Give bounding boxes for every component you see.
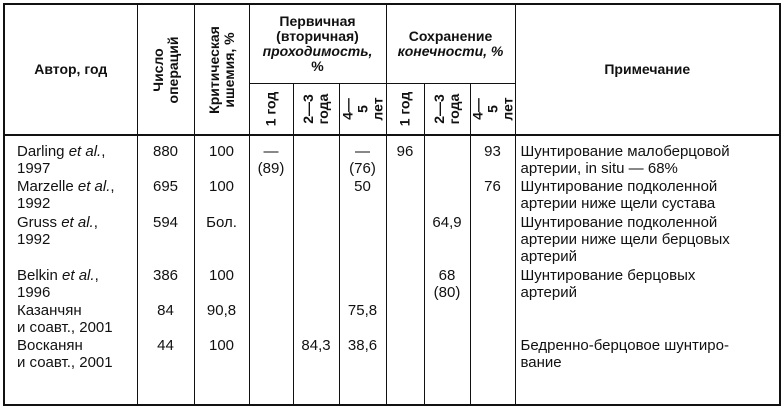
cell-salvage-1-year: 96 [386, 135, 424, 178]
cell-patency-2-3-years [293, 214, 339, 267]
cell-salvage-4-5-years: 93 [470, 135, 515, 178]
cell-salvage-2-3-years: 64,9 [424, 214, 470, 267]
cell-operations: 386 [137, 267, 194, 302]
cell-note: Бедренно-берцовое шунтиро- вание [515, 337, 780, 405]
cell-author-name: Gruss et al., 1992 [17, 214, 98, 248]
header-salvage-1-year-text: 1 год [396, 91, 413, 127]
cell-ischemia: 100 [194, 337, 249, 405]
cell-note: Шунтирование подколенной артерии ниже щели берцовых артерий [515, 214, 780, 267]
cell-salvage-4-5-years [470, 337, 515, 405]
header-patency-line2: (вторичная) [276, 27, 359, 44]
header-ischemia [194, 4, 249, 135]
table-row [4, 302, 780, 337]
cell-ischemia: 90,8 [194, 302, 249, 337]
header-patency-4-5-years [339, 83, 386, 135]
cell-patency-4-5-years [339, 267, 386, 302]
cell-author [4, 214, 137, 267]
cell-salvage-2-3-years [424, 135, 470, 178]
cell-salvage-4-5-years [470, 302, 515, 337]
cell-author: Marzelle et al., 1992 [4, 178, 137, 214]
header-patency-line1: Первичная [279, 12, 356, 29]
header-salvage-2-3-years-text: 2—3 года [431, 93, 462, 125]
cell-salvage-2-3-years [424, 178, 470, 214]
table-row [4, 214, 780, 267]
header-patency-line3: проходимость, [262, 42, 373, 59]
cell-salvage-4-5-years [470, 214, 515, 267]
table-row [4, 135, 780, 178]
cell-patency-2-3-years [293, 178, 339, 214]
cell-operations: 44 [137, 337, 194, 405]
cell-patency-1-year [249, 267, 293, 302]
cell-author: Darling et al., 1997 [4, 135, 137, 178]
cell-patency-1-year [249, 178, 293, 214]
header-salvage-line2: конечности, % [397, 42, 504, 59]
header-patency-1-year [249, 83, 293, 135]
header-salvage-4-5-years [470, 83, 515, 135]
header-operations-text: Число операций [149, 36, 181, 103]
cell-patency-2-3-years [293, 135, 339, 178]
table-row [4, 267, 780, 302]
header-patency-2-3-years-text: 2—3 года [300, 93, 331, 125]
header-salvage-line1: Сохранение [408, 27, 493, 44]
cell-operations: 84 [137, 302, 194, 337]
header-salvage-1-year [386, 83, 424, 135]
table-row [4, 178, 780, 214]
cell-operations: 594 [137, 214, 194, 267]
cell-salvage-1-year [386, 337, 424, 405]
cell-patency-4-5-years: — (76) [339, 135, 386, 178]
cell-patency-2-3-years [293, 302, 339, 337]
cell-ischemia: 100 [194, 135, 249, 178]
cell-operations: 880 [137, 135, 194, 178]
cell-note: Шунтирование подколенной артерии ниже щели сустава [515, 178, 780, 214]
cell-salvage-1-year [386, 267, 424, 302]
cell-patency-1-year [249, 337, 293, 405]
cell-salvage-4-5-years [470, 267, 515, 302]
header-salvage-4-5-years-text: 4—5 лет [469, 97, 515, 121]
header-patency-1-year-text: 1 год [262, 91, 279, 127]
header-patency-line4: % [311, 57, 324, 74]
cell-note [515, 302, 780, 337]
cell-operations: 695 [137, 178, 194, 214]
header-note: Примечание [515, 4, 780, 135]
cell-note: Шунтирование берцовых артерий [515, 267, 780, 302]
header-patency-2-3-years [293, 83, 339, 135]
cell-ischemia: 100 [194, 267, 249, 302]
cell-patency-4-5-years: 75,8 [339, 302, 386, 337]
header-operations [137, 4, 194, 135]
header-salvage-2-3-years [424, 83, 470, 135]
header-limb-salvage [386, 4, 515, 83]
cell-salvage-2-3-years [424, 302, 470, 337]
cell-author: Казанчян и соавт., 2001 [4, 302, 137, 337]
cell-author: Belkin et al., 1996 [4, 267, 137, 302]
cell-patency-2-3-years: 84,3 [293, 337, 339, 405]
cell-note: Шунтирование малоберцовой артерии, in situ — 68% [515, 135, 780, 178]
cell-salvage-1-year [386, 214, 424, 267]
cell-patency-4-5-years: 38,6 [339, 337, 386, 405]
cell-patency-1-year [249, 302, 293, 337]
cell-author: Восканян и соавт., 2001 [4, 337, 137, 405]
cell-patency-1-year: — (89) [249, 135, 293, 178]
cell-patency-4-5-years [339, 214, 386, 267]
header-patency [249, 4, 386, 83]
cell-ischemia: 100 [194, 178, 249, 214]
cell-salvage-4-5-years: 76 [470, 178, 515, 214]
cell-salvage-2-3-years [424, 337, 470, 405]
outcomes-table [3, 3, 781, 406]
cell-salvage-1-year [386, 302, 424, 337]
header-patency-4-5-years-text: 4—5 лет [339, 97, 385, 121]
cell-ischemia: Бол. [194, 214, 249, 267]
header-ischemia-text: Критическая ишемия, % [205, 25, 237, 114]
cell-patency-1-year [249, 214, 293, 267]
cell-patency-2-3-years [293, 267, 339, 302]
cell-salvage-2-3-years: 68 (80) [424, 267, 470, 302]
cell-salvage-1-year [386, 178, 424, 214]
header-author-year: Автор, год [4, 4, 137, 135]
cell-patency-4-5-years: 50 [339, 178, 386, 214]
table-row [4, 337, 780, 405]
